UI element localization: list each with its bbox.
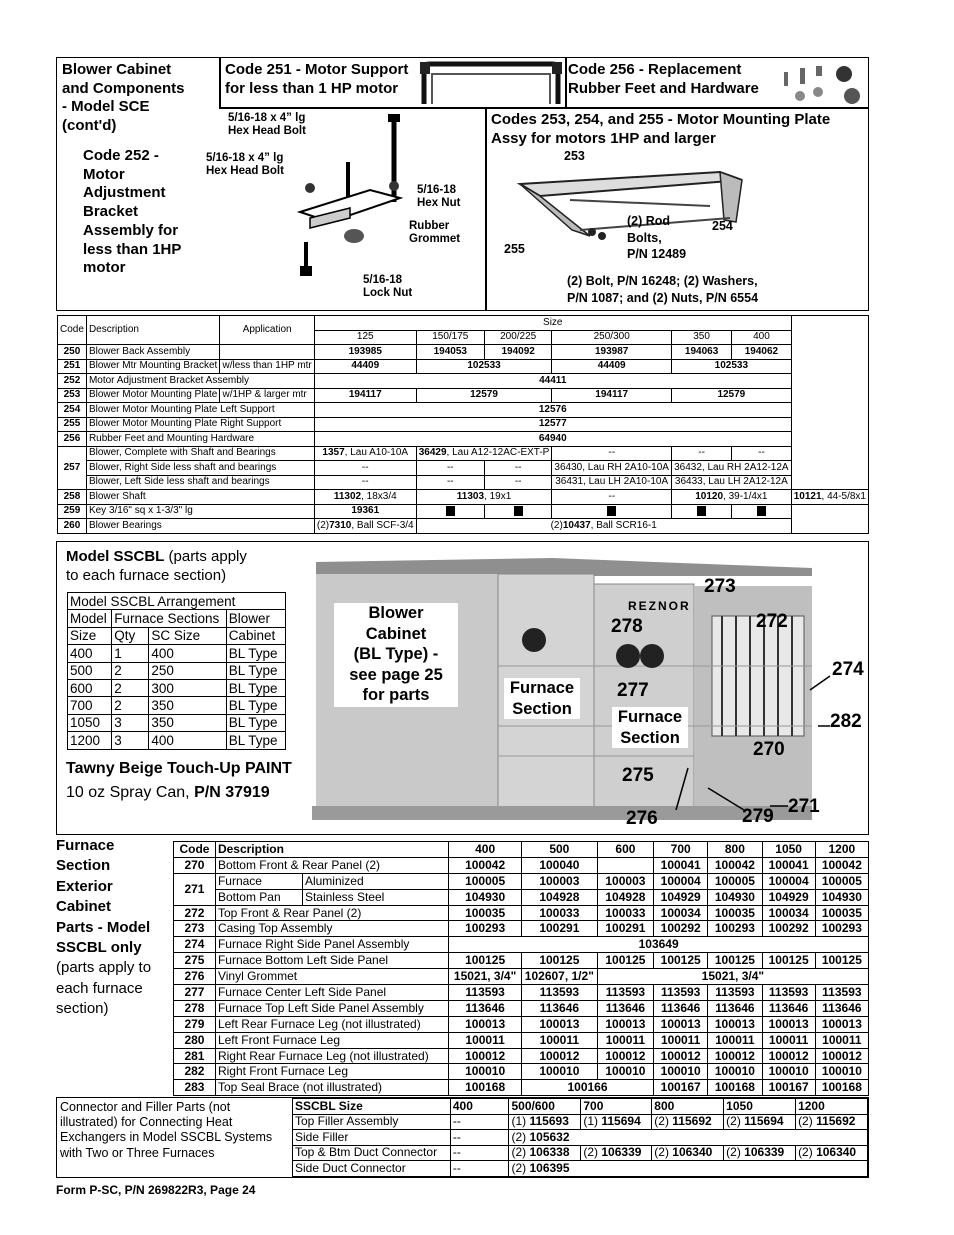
table-row: 259 Key 3/16" sq x 1-3/3" lg 19361 (58, 504, 869, 519)
table-row: Side Filler -- (2) 105632 (293, 1130, 868, 1146)
table-row: 400 1 400 BL Type (68, 645, 286, 662)
table-row: 254 Blower Motor Mounting Plate Left Support 12576 (58, 403, 869, 418)
label-254: 254 (712, 219, 733, 233)
filled-square-icon (757, 506, 766, 516)
table-row: Blower, Left Side less shaft and bearings -- -- -- 36431, Lau LH 2A10-10A 36433, Lau LH 2A12-12A (58, 475, 869, 490)
header-application: Application (220, 316, 314, 345)
callout-276: 276 (626, 808, 658, 829)
motor-support-illustration (418, 60, 564, 106)
table-row: 275 Furnace Bottom Left Side Panel 100125 100125 100125 100125 100125 100125 100125 (174, 953, 869, 969)
table-row: 272 Top Front & Rear Panel (2) 100035 100033 100033 100034 100035 100034 100035 (174, 905, 869, 921)
callout-270: 270 (753, 739, 785, 760)
page-footer: Form P-SC, P/N 269822R3, Page 24 (56, 1183, 256, 1197)
size-400: 400 (732, 330, 792, 345)
table-row: 600 2 300 BL Type (68, 679, 286, 696)
callout-274: 274 (832, 659, 864, 680)
table-row: 282 Right Front Furnace Leg 100010 100010 100010 100010 100010 100010 100010 (174, 1064, 869, 1080)
table-row: Side Duct Connector -- (2) 106395 (293, 1161, 868, 1177)
table-row: 256 Rubber Feet and Mounting Hardware 64940 (58, 432, 869, 447)
table-row: Bottom Pan Stainless Steel 104930 104928 104928 104929 104930 104929 104930 (174, 889, 869, 905)
size-350: 350 (672, 330, 732, 345)
callout-arrows (660, 660, 836, 828)
callout-282: 282 (830, 711, 862, 732)
code252-title: Code 252 - Motor Adjustment Bracket Assembly for less than 1HP motor (83, 147, 182, 277)
table-row: 257 Blower, Complete with Shaft and Bearings 1357, Lau A10-10A 36429, Lau A12-12AC-EXT-P -- -- -- (58, 446, 869, 461)
rubber-feet-illustration (778, 62, 864, 106)
label-locknut: 5/16-18 Lock Nut (363, 274, 413, 299)
table-row: 281 Right Rear Furnace Leg (not illustrated) 100012 100012 100012 100012 100012 100012 100012 (174, 1048, 869, 1064)
code251-title: Code 251 - Motor Support for less than 1 HP motor (225, 61, 409, 97)
connector-note: Connector and Filler Parts (not illustrated) for Connecting Heat Exchangers in Model SSCBL Systems with Two or Three Furnaces (60, 1100, 273, 1160)
size-125: 125 (314, 330, 416, 345)
table-row: Top & Btm Duct Connector -- (2) 106338 (2) 106339 (2) 106340 (2) 106339 (2) 106340 (293, 1145, 868, 1161)
label-bolt2: 5/16-18 x 4” lg Hex Head Bolt (206, 152, 284, 177)
table-row: 252 Motor Adjustment Bracket Assembly 44411 (58, 374, 869, 389)
table-row: 500 2 250 BL Type (68, 662, 286, 679)
model-sscbl-title: Model SSCBL (parts apply to each furnace section) (66, 548, 247, 584)
label-hexnut: 5/16-18 Hex Nut (417, 184, 461, 209)
size-150: 150/175 (416, 330, 484, 345)
table-row: 253 Blower Motor Mounting Plate w/1HP & larger mtr 194117 12579 194117 12579 (58, 388, 869, 403)
table-row: 273 Casing Top Assembly 100293 100291 100291 100292 100293 100292 100293 (174, 921, 869, 937)
size-250: 250/300 (552, 330, 672, 345)
table-row: 700 2 350 BL Type (68, 697, 286, 714)
table-row: 283 Top Seal Brace (not illustrated) 100168 100166 100167 100168 100167 100168 (174, 1080, 869, 1096)
callout-277: 277 (617, 680, 649, 701)
table-row: 274 Furnace Right Side Panel Assembly 103649 (174, 937, 869, 953)
table-row: Top Filler Assembly -- (1) 115693 (1) 115694 (2) 115692 (2) 115694 (2) 115692 (293, 1114, 868, 1130)
blower-cabinet-callout: Blower Cabinet (BL Type) - see page 25 for parts (334, 603, 458, 707)
table-row: 278 Furnace Top Left Side Panel Assembly 113646 113646 113646 113646 113646 113646 113646 (174, 1000, 869, 1016)
brand-label: REZNOR (628, 599, 691, 613)
section-title: Blower Cabinet and Components - Model SCE (cont'd) (62, 61, 185, 134)
label-255: 255 (504, 242, 525, 256)
table-row: 276 Vinyl Grommet 15021, 3/4" 102607, 1/2" 15021, 3/4" (174, 969, 869, 985)
table-row: 250 Blower Back Assembly 193985 194053 194092 193987 194063 194062 (58, 345, 869, 360)
size-200: 200/225 (484, 330, 551, 345)
furnace-parts-table: Code Description 400 500 600 700 800 1050 1200 270 Bottom Front & Rear Panel (2) 100042 100040 100041 100042 100041 100042 271 Furnace Aluminized 100005 100003 100003 100004 100005 100004 100005 Bottom Pan Stainless Steel 104930 104928 104928 104929 104930 104929 104930 272 Top Front & Rear Panel (2) 100035 100033 100033 100034 100035 100034 100035 273 Casing Top Assembly 100293 100291 100291 100292 100293 100292 100293 274 Furnace Right Side Panel Assembly 103649 275 Furnace Bottom Left Side Panel 100125 100125 100125 100125 100125 100125 100125 276 Vinyl Grommet 15021, 3/4" 102607, 1/2" 15021, 3/4" 277 Furnace Center Left Side Panel 113593 113593 113593 113593 113593 113593 113593 278 Furnace Top Left Side Panel Assembly 113646 113646 113646 113646 113646 113646 113646 279 Left Rear Furnace Leg (not illustrated) 100013 100013 100013 100013 100013 100013 100013 280 Left Front Furnace Leg 100011 100011 100011 100011 100011 100011 100011 281 Right Rear Furnace Leg (not illustrated) 100012 100012 100012 100012 100012 100012 100012 282 Right Front Furnace Leg 100010 100010 100010 100010 100010 100010 100010 283 Top Seal Brace (not illustrated) 100168 100166 100167 100168 100167 100168 (173, 841, 869, 1096)
adjustment-bracket-illustration (290, 112, 410, 282)
table-row: 251 Blower Mtr Mounting Bracket w/less than 1HP mtr 44409 102533 44409 102533 (58, 359, 869, 374)
callout-272: 272 (756, 611, 788, 632)
filled-square-icon (607, 506, 616, 516)
table-row: 270 Bottom Front & Rear Panel (2) 100042 100040 100041 100042 100041 100042 (174, 857, 869, 873)
furnace-section-label-2: Furnace Section (612, 707, 688, 748)
callout-275: 275 (622, 765, 654, 786)
blower-parts-table (57, 315, 869, 534)
table-row: 271 Furnace Aluminized 100005 100003 100003 100004 100005 100004 100005 (174, 873, 869, 889)
label-bolt-washers: (2) Bolt, P/N 16248; (2) Washers, P/N 1087; and (2) Nuts, P/N 6554 (567, 274, 759, 305)
callout-278: 278 (611, 616, 643, 637)
header-description: Description (86, 316, 220, 345)
code256-title: Code 256 - Replacement Rubber Feet and Hardware (568, 61, 759, 97)
callout-273: 273 (704, 576, 736, 597)
filled-square-icon (514, 506, 523, 516)
table-row: 258 Blower Shaft 11302, 18x3/4 11303, 19x1 -- 10120, 39-1/4x1 10121, 44-5/8x1 (58, 490, 869, 505)
table-row: 255 Blower Motor Mounting Plate Right Support 12577 (58, 417, 869, 432)
header-code: Code (58, 316, 87, 345)
filled-square-icon (697, 506, 706, 516)
header-size: Size (314, 316, 791, 331)
furnace-section-label: Furnace Section (504, 678, 580, 719)
codes253-title: Codes 253, 254, and 255 - Motor Mounting Plate Assy for motors 1HP and larger (491, 111, 831, 147)
callout-279: 279 (742, 806, 774, 827)
connector-table: SSCBL Size 400 500/600 700 800 1050 1200 Top Filler Assembly -- (1) 115693 (1) 115694 (2) 115692 (2) 115694 (2) 115692 Side Filler -- (2) 105632 Top & Btm Duct Connector -- (2) 106338 (2) 106339 (2) 106340 (2) 106339 (2) 106340 Side Duct Connector -- (2) 106395 (292, 1098, 868, 1177)
paint-title: Tawny Beige Touch-Up PAINT (66, 760, 292, 777)
arrangement-table: Model SSCBL Arrangement Model Furnace Sections Blower Size Qty SC Size Cabinet 400 1 400 BL Type 500 2 250 BL Type 600 2 300 BL Type 700 2 350 BL Type 1050 3 350 BL Type 1200 3 400 BL Type (67, 592, 286, 750)
paint-part-number: 10 oz Spray Can, P/N 37919 (66, 784, 270, 801)
label-253: 253 (564, 149, 585, 163)
table-row: Blower, Right Side less shaft and bearings -- -- -- 36430, Lau RH 2A10-10A 36432, Lau RH 2A12-12A (58, 461, 869, 476)
table-row: 277 Furnace Center Left Side Panel 113593 113593 113593 113593 113593 113593 113593 (174, 985, 869, 1001)
table-row: 260 Blower Bearings (2)7310, Ball SCF-3/4 (2)10437, Ball SCR16-1 (58, 519, 869, 534)
table-row: 279 Left Rear Furnace Leg (not illustrated) 100013 100013 100013 100013 100013 100013 100013 (174, 1016, 869, 1032)
table-row: 280 Left Front Furnace Leg 100011 100011 100011 100011 100011 100011 100011 (174, 1032, 869, 1048)
table-row: 1200 3 400 BL Type (68, 732, 286, 749)
filled-square-icon (446, 506, 455, 516)
label-bolt1: 5/16-18 x 4” lg Hex Head Bolt (228, 112, 306, 137)
label-grommet: Rubber Grommet (409, 220, 461, 245)
callout-271: 271 (788, 796, 820, 817)
table-row: 1050 3 350 BL Type (68, 714, 286, 731)
furnace-side-title: Furnace Section Exterior Cabinet Parts - Model SSCBL only (parts apply to each furnace section) (56, 837, 152, 1018)
label-rod-bolts: (2) Rod Bolts, P/N 12489 (627, 214, 687, 261)
